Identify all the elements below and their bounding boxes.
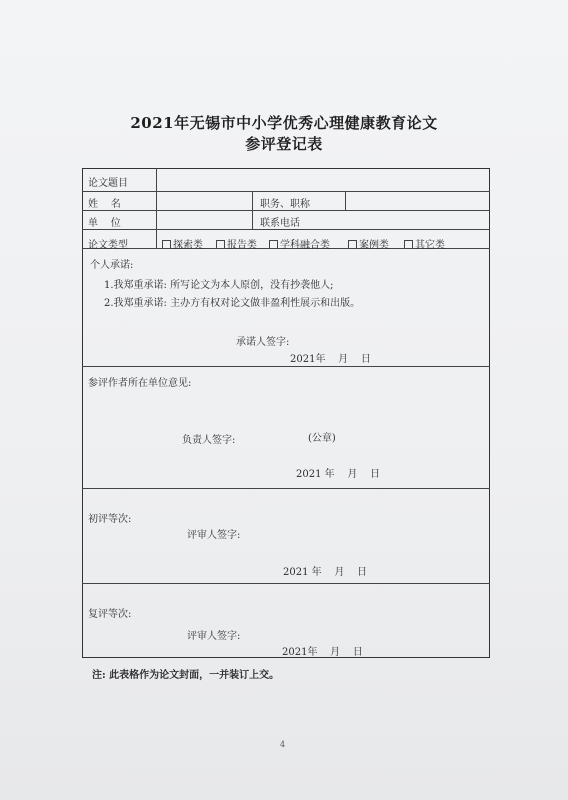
checkbox-icon[interactable] [269,240,278,249]
unit-opinion-heading: 参评作者所在单位意见: [88,378,192,389]
official-seal-label: (公章) [308,433,336,444]
type-option-integration[interactable]: 学科融合类 [269,236,330,251]
checkbox-icon[interactable] [404,240,413,249]
first-review-date: 2021 年 月 日 [283,567,368,578]
column-divider [252,191,253,229]
type-option-other[interactable]: 其它类 [404,236,445,251]
first-review-signer-label: 评审人签字: [187,530,241,541]
name-field[interactable] [157,192,251,209]
section-divider [82,583,490,584]
page-number: 4 [280,740,286,749]
form-title-line2: 参评登记表 [245,135,323,153]
pledge-signer-label: 承诺人签字: [236,337,290,348]
type-option-explore[interactable]: 探索类 [162,236,203,251]
second-review-date: 2021年 月 日 [282,647,363,658]
checkbox-icon[interactable] [216,240,225,249]
type-option-case[interactable]: 案例类 [348,236,389,251]
section-divider [82,366,490,367]
paper-title-label: 论文题目 [88,178,128,189]
section-divider [82,488,490,489]
pledge-date: 2021年 月 日 [290,354,371,365]
second-review-signer-label: 评审人签字: [187,631,241,642]
position-field[interactable] [346,192,489,209]
paper-title-field[interactable] [157,169,489,190]
form-title-line1: 2021年无锡市中小学优秀心理健康教育论文 [130,114,438,132]
phone-field[interactable] [346,211,489,228]
unit-opinion-signer-label: 负责人签字: [182,435,236,446]
checkbox-icon[interactable] [348,240,357,249]
first-review-heading: 初评等次: [88,514,132,525]
pledge-item-1: 1.我郑重承诺: 所写论文为本人原创，没有抄袭他人; [104,280,334,291]
checkbox-icon[interactable] [162,240,171,249]
footnote: 注: 此表格作为论文封面，一并装订上交。 [92,670,280,681]
second-review-heading: 复评等次: [88,609,132,620]
name-label: 姓 名 [88,199,121,210]
paper-type-label: 论文类型 [88,240,128,251]
unit-label: 单 位 [88,218,121,229]
position-label: 职务、职称 [260,199,310,210]
pledge-item-2: 2.我郑重承诺: 主办方有权对论文做非盈利性展示和出版。 [104,298,361,309]
unit-opinion-date: 2021 年 月 日 [296,469,381,480]
unit-field[interactable] [157,211,251,228]
pledge-heading: 个人承诺: [90,260,134,271]
phone-label: 联系电话 [260,218,300,229]
row-divider [82,229,490,230]
type-option-report[interactable]: 报告类 [216,236,257,251]
